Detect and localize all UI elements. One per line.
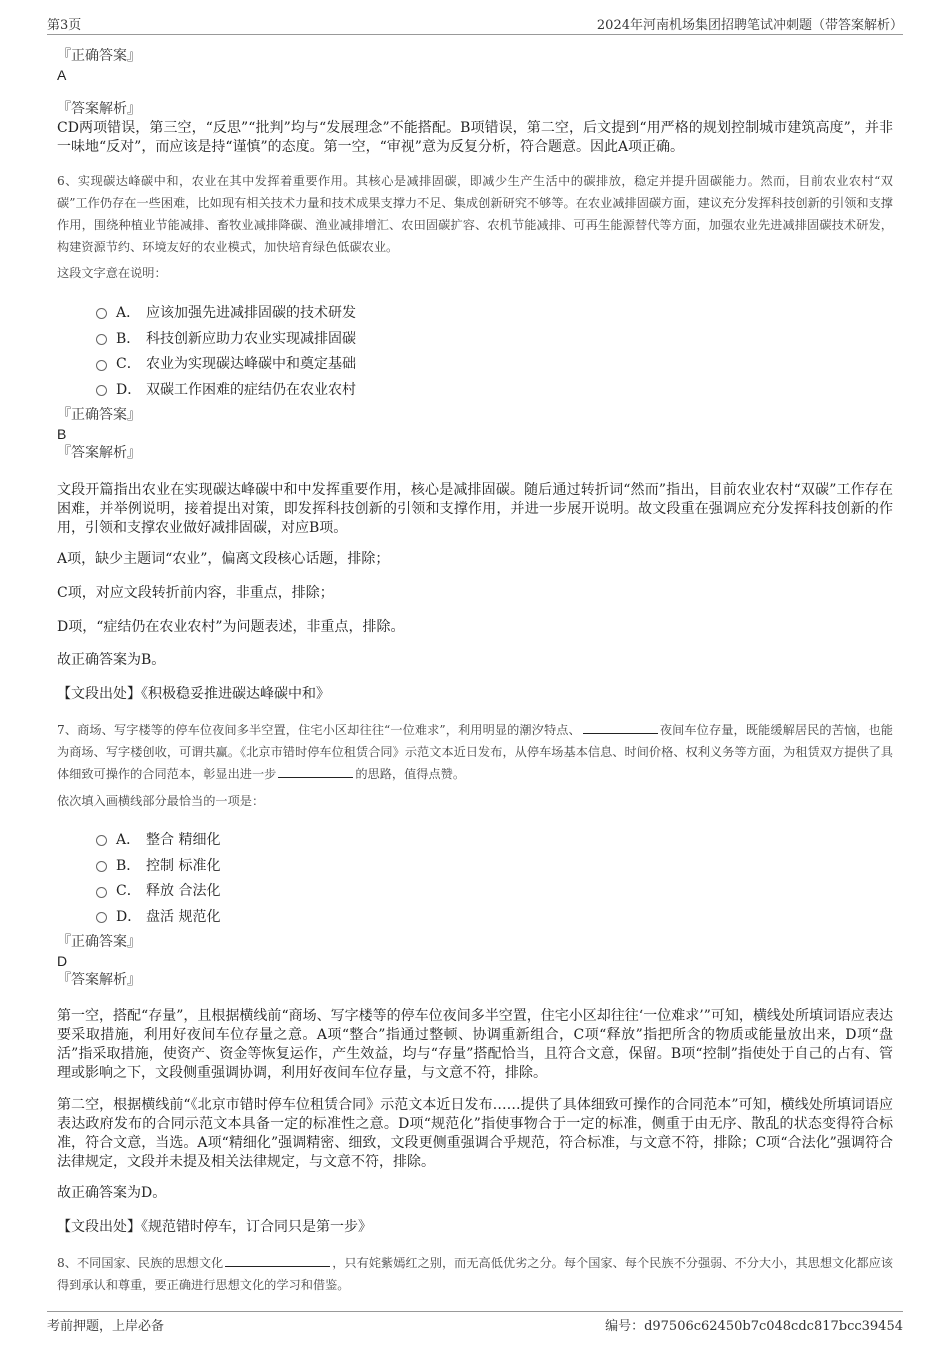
question-6-stem: 6、实现碳达峰碳中和，农业在其中发挥着重要作用。其核心是减排固碳，即减少生产生活中的碳排放，稳定并提升固碳能力。然而，目前农业农村“双碳”工作仍存在一些困难，比如现有相关技术力量和技术成果支撑力不足、集成创新研究不够等。在农业减排固碳方面，建议充分发挥科技创新的引领和支撑作用，围绕种植业节能减排、畜牧业减排降碳、渔业减排增汇、农田固碳扩容、农机节能减排、可再生能源替代等方面，加强农业先进减排固碳技术研发，构建资源节约、环境友好的农业模式，加快培育绿色低碳农业。: [57, 174, 893, 254]
radio-icon[interactable]: [96, 912, 107, 923]
option-a[interactable]: A． 应该加强先进减排固碳的技术研发: [96, 299, 596, 325]
q6-analysis-c: C项，对应文段转折前内容，非重点，排除；: [57, 585, 334, 601]
q6-analysis-main: 文段开篇指出农业在实现碳达峰碳中和中发挥重要作用，核心是减排固碳。随后通过转折词“然而”指出，目前农业农村“双碳”工作存在困难，并举例说明，接着提出对策，即发挥科技创新的引领和支撑作用，并进一步展开说明。故文段重在强调应充分发挥科技创新的作用，引领和支撑农业做好减排固碳，对应B项。: [57, 482, 893, 536]
correct-answer-label: 『正确答案』: [57, 407, 141, 423]
document-id: 编号：d97506c62450b7c048cdc817bcc39454: [605, 1319, 903, 1334]
q7-analysis-second-blank: 第二空，根据横线前“《北京市错时停车位租赁合同》示范文本近日发布……提供了具体细致可操作的合同范本”可知，横线处所填词语应表达政府发布的合同示范文本具备一定的标准性之意。D项“规范化”指使事物合于一定的标准，侧重于由无序、散乱的状态变得符合标准，符合文意，当选。A项“精细化”强调精密、细致，文段更侧重强调合乎规范，符合标准，与文意不符，排除；C项“合法化”强调符合法律规定，文段并未提及相关法律规定，与文意不符，排除。: [57, 1097, 893, 1170]
correct-answer-value: D: [57, 953, 68, 969]
footer-slogan: 考前押题，上岸必备: [47, 1319, 165, 1334]
q6-analysis-a: A项，缺少主题词“农业”，偏离文段核心话题，排除；: [57, 551, 390, 567]
question-7-options: [96, 826, 596, 929]
correct-answer-value: B: [57, 426, 67, 442]
q7-source: 【文段出处】《规范错时停车，订合同只是第一步》: [57, 1219, 372, 1235]
option-d[interactable]: D． 盘活 规范化: [96, 903, 596, 929]
page-footer: [47, 1311, 903, 1334]
correct-answer-value: A: [57, 67, 67, 83]
option-c[interactable]: C． 释放 合法化: [96, 877, 596, 903]
option-b[interactable]: B． 控制 标准化: [96, 852, 596, 878]
correct-answer-label: 『正确答案』: [57, 48, 141, 64]
page-header: [47, 12, 903, 35]
page-number: 第3页: [47, 18, 82, 33]
q6-answer-block: [57, 405, 893, 463]
radio-icon[interactable]: [96, 385, 107, 396]
q5-answer-block: [57, 46, 893, 84]
q7-answer-block: [57, 932, 893, 990]
question-6-options: [96, 299, 596, 402]
radio-icon[interactable]: [96, 308, 107, 319]
fill-blank-1[interactable]: [583, 721, 658, 734]
option-b[interactable]: B． 科技创新应助力农业实现减排固碳: [96, 325, 596, 351]
correct-answer-label: 『正确答案』: [57, 934, 141, 950]
question-8-stem: 8、不同国家、民族的思想文化 ，只有姹紫嫣红之别，而无高低优劣之分。每个国家、每个民族不分强弱、不分大小，其思想文化都应该得到承认和尊重，要正确进行思想文化的学习和借鉴。: [57, 1256, 893, 1292]
radio-icon[interactable]: [96, 334, 107, 345]
analysis-text: CD两项错误，第三空，“反思”“批判”均与“发展理念”不能搭配。B项错误，第二空，后文提到“用严格的规划控制城市建筑高度”，并非一味地“反对”，而应该是持“谨慎”的态度。第一空，“审视”意为反复分析，符合题意。因此A项正确。: [57, 120, 893, 155]
fill-blank-1[interactable]: [225, 1254, 330, 1267]
radio-icon[interactable]: [96, 861, 107, 872]
q6-source: 【文段出处】《积极稳妥推进碳达峰碳中和》: [57, 686, 330, 702]
q6-analysis-d: D项，“症结仍在农业农村”为问题表述，非重点，排除。: [57, 619, 405, 635]
q5-analysis-block: [57, 99, 893, 157]
radio-icon[interactable]: [96, 360, 107, 371]
analysis-label: 『答案解析』: [57, 445, 141, 461]
option-d[interactable]: D． 双碳工作困难的症结仍在农业农村: [96, 376, 596, 402]
radio-icon[interactable]: [96, 835, 107, 846]
question-6-prompt: 这段文字意在说明：: [57, 266, 167, 280]
question-7-stem: 7、商场、写字楼等的停车位夜间多半空置，住宅小区却往往“一位难求”，利用明显的潮汐特点、 夜间车位存量，既能缓解居民的苦恼，也能为商场、写字楼创收，可谓共赢。《北京市错时停车位租赁合同》示范文本近日发布，从停车场基本信息、时间价格、权利义务等方面，为租赁双方提供了具体细致可操作的合同范本，彰显出进一步 的思路，值得点赞。: [57, 723, 893, 781]
document-title: 2024年河南机场集团招聘笔试冲刺题（带答案解析）: [596, 18, 903, 33]
option-c[interactable]: C． 农业为实现碳达峰碳中和奠定基础: [96, 350, 596, 376]
analysis-label: 『答案解析』: [57, 972, 141, 988]
q7-analysis-first-blank: 第一空，搭配“存量”，且根据横线前“商场、写字楼等的停车位夜间多半空置，住宅小区却往往‘一位难求’”可知，横线处所填词语应表达要采取措施，利用好夜间车位存量之意。A项“整合”指通过整顿、协调重新组合，C项“释放”指把所含的物质或能量放出来，D项“盘活”指采取措施，使资产、资金等恢复运作，产生效益，均与“存量”搭配恰当，且符合文意，保留。B项“控制”指使处于自己的占有、管理或影响之下，文段侧重强调协调，利用好夜间车位存量，与文意不符，排除。: [57, 1008, 893, 1081]
q6-conclusion: 故正确答案为B。: [57, 652, 166, 668]
radio-icon[interactable]: [96, 887, 107, 898]
question-7-prompt: 依次填入画横线部分最恰当的一项是：: [57, 794, 265, 808]
option-a[interactable]: A． 整合 精细化: [96, 826, 596, 852]
analysis-label: 『答案解析』: [57, 101, 141, 117]
fill-blank-2[interactable]: [278, 765, 353, 778]
q7-conclusion: 故正确答案为D。: [57, 1185, 167, 1201]
